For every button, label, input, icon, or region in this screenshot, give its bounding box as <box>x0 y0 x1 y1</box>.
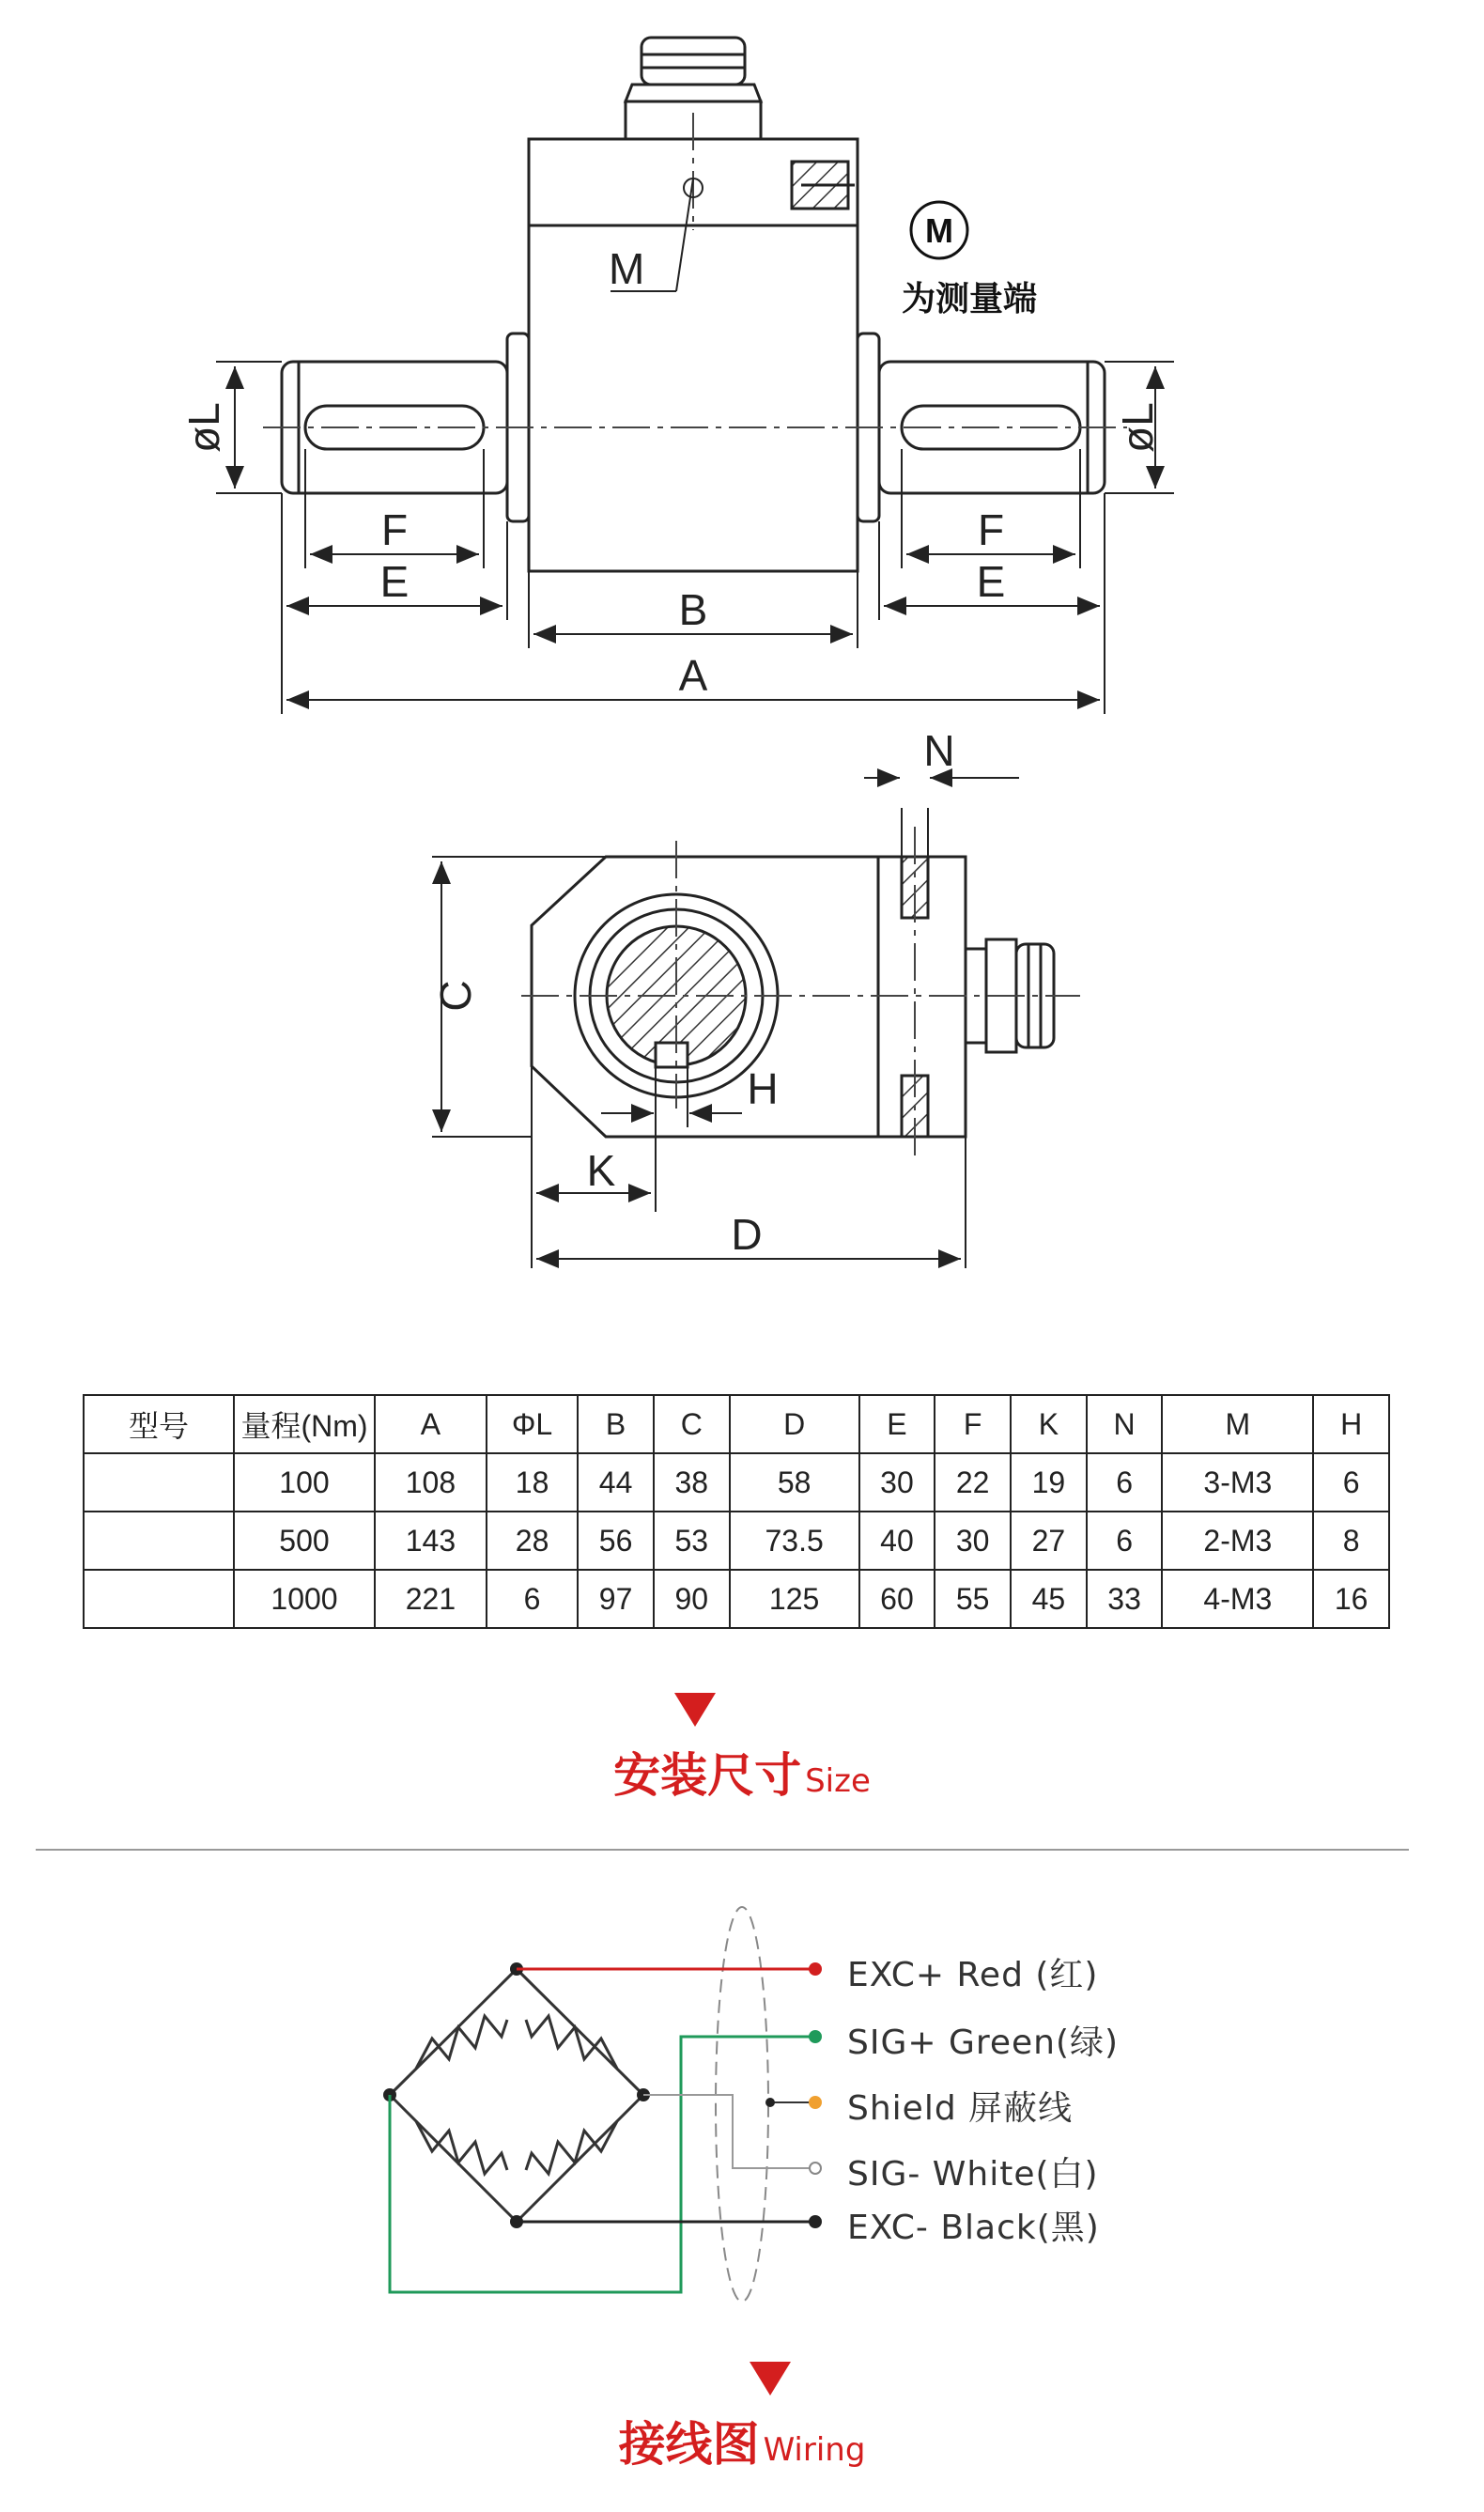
table-cell: 6 <box>1087 1453 1163 1512</box>
label-phiL-left: øL <box>179 402 228 453</box>
label-A: A <box>678 651 708 700</box>
column-header: B <box>578 1395 654 1453</box>
table-cell: 58 <box>730 1453 859 1512</box>
label-E-right: E <box>976 557 1006 606</box>
table-cell: 19 <box>1011 1453 1087 1512</box>
table-cell: 45 <box>1011 1570 1087 1628</box>
table-cell: 97 <box>578 1570 654 1628</box>
wiring-title-cn: 接线图 <box>618 2417 760 2472</box>
table-cell: 53 <box>654 1512 730 1570</box>
wire-label-sig-plus: SIG+ Green(绿) <box>847 2024 1120 2062</box>
spec-table <box>83 1394 1390 1629</box>
column-header: C <box>654 1395 730 1453</box>
down-triangle-icon <box>669 1689 721 1730</box>
table-cell: 60 <box>859 1570 935 1628</box>
table-cell: 18 <box>487 1453 578 1512</box>
table-cell: 55 <box>935 1570 1011 1628</box>
down-triangle-icon <box>744 2358 796 2399</box>
wire-label-exc-plus: EXC+ Red (红) <box>847 1956 1099 1994</box>
table-cell: 30 <box>859 1453 935 1512</box>
size-title-cn: 安装尺寸 <box>613 1748 802 1803</box>
column-header: E <box>859 1395 935 1453</box>
wire-sig-plus <box>390 2037 812 2292</box>
wire-label-shield: Shield 屏蔽线 <box>847 2089 1074 2128</box>
table-cell: 100 <box>234 1453 375 1512</box>
column-header: K <box>1011 1395 1087 1453</box>
section-divider <box>36 1849 1409 1851</box>
terminal-dot <box>809 2215 822 2228</box>
label-F-right: F <box>977 505 1005 554</box>
column-header: H <box>1313 1395 1389 1453</box>
table-cell: 108 <box>375 1453 487 1512</box>
label-phiL-right: øL <box>1113 402 1162 453</box>
table-cell: 40 <box>859 1512 935 1570</box>
column-header: 量程(Nm) <box>234 1395 375 1453</box>
table-cell: 500 <box>234 1512 375 1570</box>
table-cell: 44 <box>578 1453 654 1512</box>
column-header: F <box>935 1395 1011 1453</box>
column-header: A <box>375 1395 487 1453</box>
terminal-dot <box>809 2096 822 2109</box>
wiring-title-en: Wiring <box>763 2431 866 2469</box>
wire-label-sig-minus: SIG- White(白) <box>847 2155 1099 2194</box>
table-row <box>84 1453 1389 1512</box>
table-cell <box>84 1453 234 1512</box>
size-section-title <box>0 1738 1484 1806</box>
column-header: M <box>1162 1395 1313 1453</box>
table-cell: 28 <box>487 1512 578 1570</box>
table-cell: 30 <box>935 1512 1011 1570</box>
label-F-left: F <box>380 505 409 554</box>
table-cell: 6 <box>1313 1453 1389 1512</box>
table-cell: 4-M3 <box>1162 1570 1313 1628</box>
terminal-dot <box>810 2163 821 2174</box>
table-cell: 16 <box>1313 1570 1389 1628</box>
shield-ellipse <box>716 1907 768 2302</box>
label-M: M <box>609 244 645 293</box>
terminal-dot <box>809 1962 822 1976</box>
table-cell: 1000 <box>234 1570 375 1628</box>
column-header: ΦL <box>487 1395 578 1453</box>
table-cell: 22 <box>935 1453 1011 1512</box>
wiring-diagram <box>0 1879 1484 2330</box>
table-cell: 6 <box>1087 1512 1163 1570</box>
measuring-end-note: 为测量端 <box>902 279 1038 318</box>
column-header: N <box>1087 1395 1163 1453</box>
wire-label-exc-minus: EXC- Black(黑) <box>847 2209 1100 2247</box>
table-cell: 56 <box>578 1512 654 1570</box>
table-cell: 73.5 <box>730 1512 859 1570</box>
table-cell: 38 <box>654 1453 730 1512</box>
table-row <box>84 1570 1389 1628</box>
size-title-en: Size <box>805 1762 871 1800</box>
table-cell: 90 <box>654 1570 730 1628</box>
table-cell: 3-M3 <box>1162 1453 1313 1512</box>
label-E-left: E <box>379 557 410 606</box>
label-N: N <box>923 726 955 775</box>
column-header: D <box>730 1395 859 1453</box>
table-header-row <box>84 1395 1389 1453</box>
table-cell: 33 <box>1087 1570 1163 1628</box>
label-D: D <box>731 1210 763 1259</box>
table-cell: 2-M3 <box>1162 1512 1313 1570</box>
label-C: C <box>431 980 480 1012</box>
label-H: H <box>747 1064 779 1113</box>
table-cell: 27 <box>1011 1512 1087 1570</box>
label-B: B <box>678 585 708 634</box>
wiring-section-title <box>0 2407 1484 2474</box>
table-cell: 125 <box>730 1570 859 1628</box>
table-cell <box>84 1512 234 1570</box>
table-cell <box>84 1570 234 1628</box>
terminal-dot <box>809 2030 822 2043</box>
wire-sig-minus <box>643 2095 812 2168</box>
table-cell: 221 <box>375 1570 487 1628</box>
measuring-end-symbol: M <box>925 211 953 250</box>
label-K: K <box>586 1146 616 1195</box>
table-cell: 6 <box>487 1570 578 1628</box>
column-header: 型号 <box>84 1395 234 1453</box>
table-cell: 143 <box>375 1512 487 1570</box>
table-cell: 8 <box>1313 1512 1389 1570</box>
table-row <box>84 1512 1389 1570</box>
